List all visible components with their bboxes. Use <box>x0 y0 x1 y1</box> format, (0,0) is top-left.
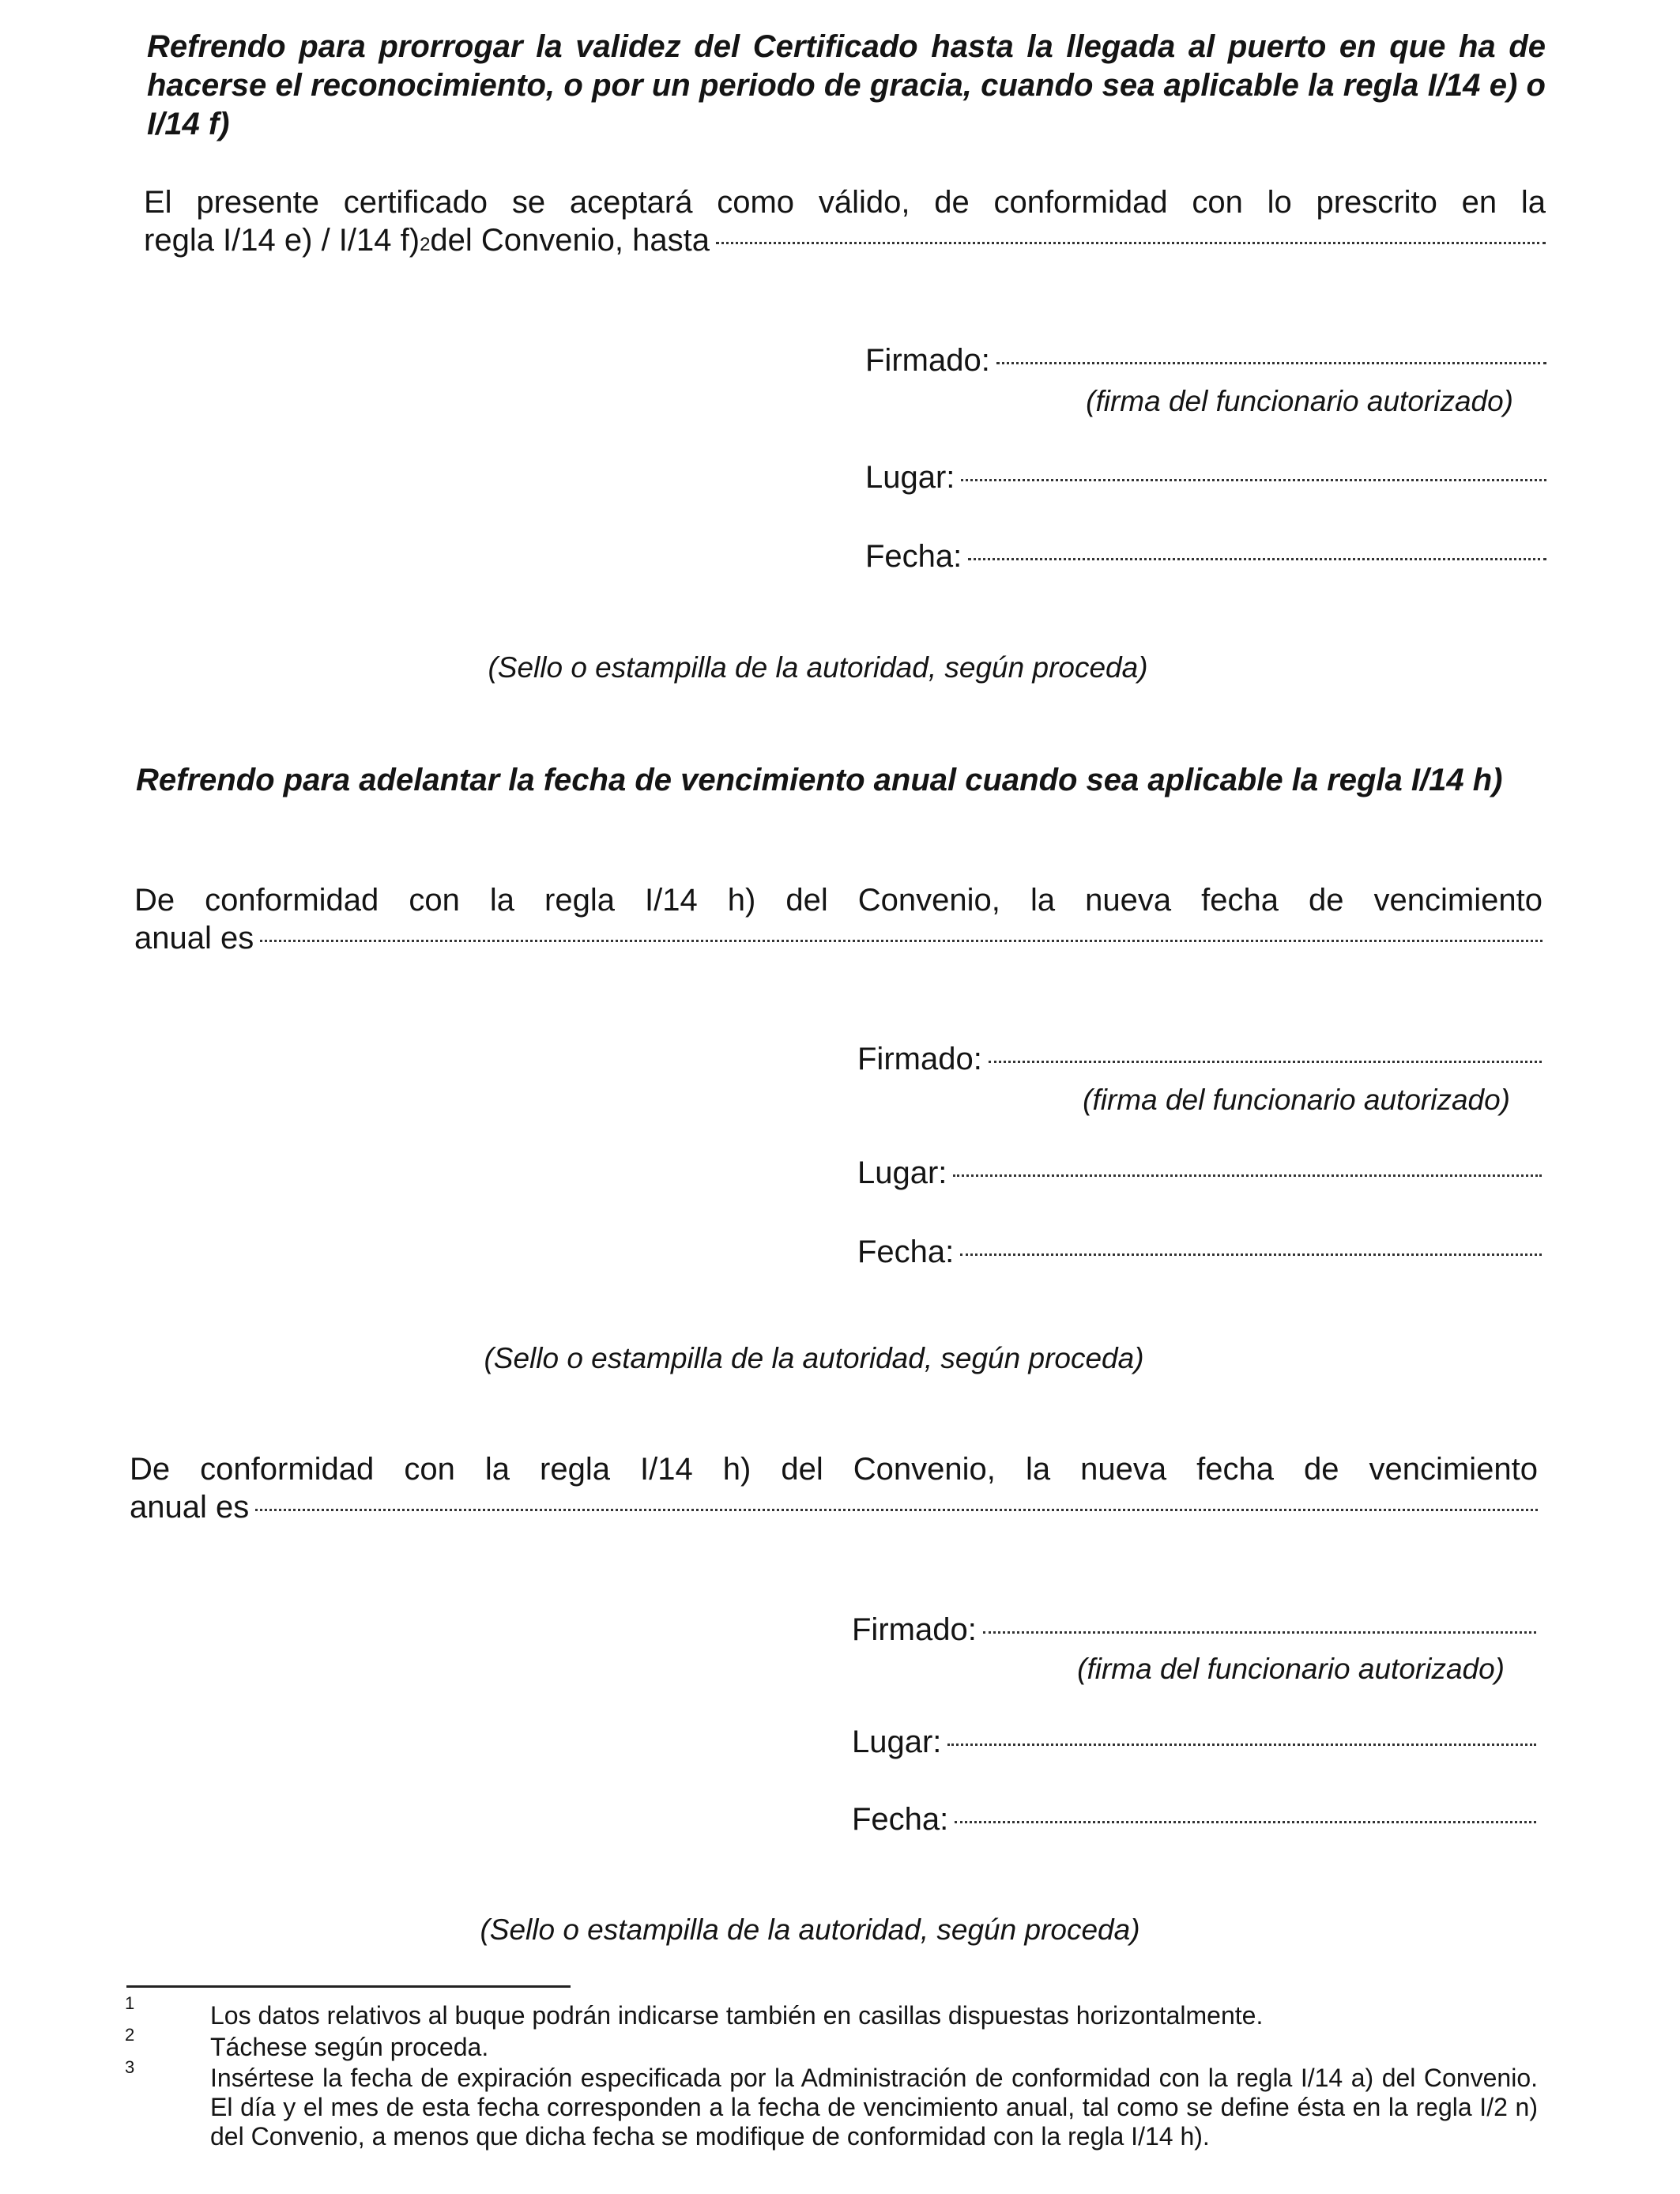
footnote-text: Los datos relativos al buque podrán indicarse también en casillas dispuestas horizontalmente. <box>210 2001 1264 2030</box>
place-label: Lugar: <box>852 1725 942 1759</box>
new-date-fill-line[interactable] <box>255 1509 1538 1511</box>
section1-body-line1: El presente certificado se aceptará como válido, de conformidad con lo prescrito en la <box>144 185 1546 220</box>
signed-row-1 <box>865 341 1546 379</box>
seal-note-1: (Sello o estampilla de la autoridad, según proceda) <box>488 651 1148 684</box>
signed-fill-line[interactable] <box>983 1631 1536 1634</box>
signed-row-2 <box>857 1040 1542 1078</box>
section3-body-line1: De conformidad con la regla I/14 h) del Convenio, la nueva fecha de vencimiento <box>130 1452 1538 1487</box>
place-fill-line[interactable] <box>953 1174 1542 1177</box>
section3-body-text: anual es <box>130 1490 250 1525</box>
place-row-1 <box>865 458 1546 496</box>
signed-caption-1: (firma del funcionario autorizado) <box>1086 385 1513 417</box>
date-row-3 <box>852 1800 1536 1838</box>
place-row-3 <box>852 1723 1536 1761</box>
section2-body <box>134 881 1543 957</box>
new-date-fill-line[interactable] <box>260 940 1543 942</box>
signed-caption-2: (firma del funcionario autorizado) <box>1083 1084 1510 1116</box>
footnote-text: Insértese la fecha de expiración especificada por la Administración de conformidad con la regla I/14 a) del Convenio. El día y el mes de esta fecha corresponden a la fecha de vencimiento anual, tal como se define ésta en la regla I/2 n) del Convenio, a menos que dicha fecha se modifique de conformidad con la regla I/14 h). <box>210 2064 1538 2151</box>
section1-heading: Refrendo para prorrogar la validez del Certificado hasta la llegada al puerto en que ha de hacerse el reconocimiento, o por un periodo de gracia, cuando sea aplicable la regla I/14 e) o I/14 f) <box>147 29 1546 141</box>
place-fill-line[interactable] <box>947 1744 1536 1746</box>
section2-body-text: anual es <box>134 921 254 956</box>
place-fill-line[interactable] <box>961 479 1546 481</box>
signed-label: Firmado: <box>852 1612 977 1647</box>
signed-row-3 <box>852 1611 1536 1649</box>
date-sign-fill-line[interactable] <box>960 1253 1542 1256</box>
place-label: Lugar: <box>857 1155 947 1190</box>
date-label: Fecha: <box>852 1802 949 1837</box>
seal-note-2: (Sello o estampilla de la autoridad, según proceda) <box>484 1342 1144 1374</box>
section1-body-text: regla I/14 e) / I/14 f) <box>144 223 420 258</box>
section3-body-line2 <box>130 1488 1538 1526</box>
place-label: Lugar: <box>865 460 955 495</box>
section1-body-text-end: del Convenio, hasta <box>430 223 710 258</box>
signed-label: Firmado: <box>865 343 990 378</box>
date-row-1 <box>865 537 1546 575</box>
footnote-number: 2 <box>125 2025 135 2045</box>
section2-body-line1: De conformidad con la regla I/14 h) del Convenio, la nueva fecha de vencimiento <box>134 883 1543 918</box>
footnote-text: Táchese según proceda. <box>210 2033 489 2061</box>
footnote-number: 1 <box>125 1993 135 2013</box>
date-row-2 <box>857 1233 1542 1271</box>
seal-note-3: (Sello o estampilla de la autoridad, según proceda) <box>480 1913 1140 1946</box>
signed-caption-3: (firma del funcionario autorizado) <box>1077 1653 1505 1685</box>
date-label: Fecha: <box>865 539 962 574</box>
section3-body <box>130 1450 1538 1526</box>
signed-label: Firmado: <box>857 1042 982 1076</box>
footnote-number: 3 <box>125 2057 135 2077</box>
place-row-2 <box>857 1154 1542 1192</box>
section1-body-line2: regla I/14 e) / I/14 f) 2 del Convenio, hasta <box>144 221 1546 259</box>
date-fill-line[interactable] <box>716 242 1546 244</box>
signed-fill-line[interactable] <box>996 362 1546 364</box>
date-label: Fecha: <box>857 1235 955 1269</box>
date-sign-fill-line[interactable] <box>968 558 1546 560</box>
date-sign-fill-line[interactable] <box>955 1821 1536 1823</box>
section1-body <box>144 183 1546 259</box>
signed-fill-line[interactable] <box>989 1061 1542 1063</box>
section2-body-line2 <box>134 919 1543 957</box>
section2-heading: Refrendo para adelantar la fecha de vencimiento anual cuando sea aplicable la regla I/14 h) <box>136 763 1503 797</box>
footnote-separator <box>126 1985 571 1988</box>
